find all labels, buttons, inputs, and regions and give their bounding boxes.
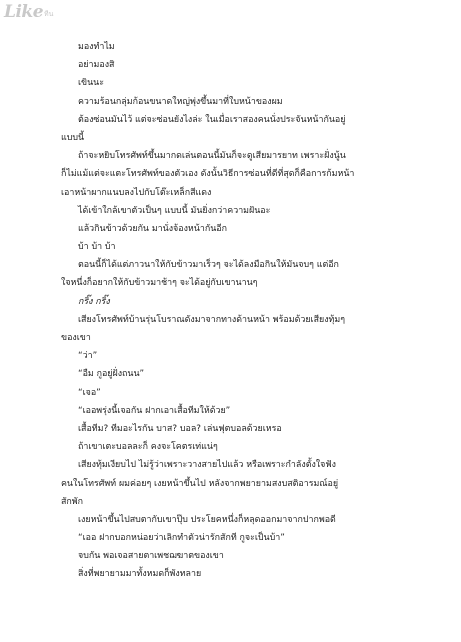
- text-line: ถ้าจะหยิบโทรศัพท์ขึ้นมากดเล่นตอนนี้มันก็จะดูเสียมารยาท เพราะฝั่งนู้น: [78, 151, 346, 162]
- text-line: เสียงโทรศัพท์บ้านรุ่นโบราณดังมาจากทางด้านหน้า พร้อมด้วยเสียงทุ้มๆ: [78, 314, 345, 325]
- text-line: เขินนะ: [78, 78, 105, 89]
- text-line: ก็ไม่แม้แต่จะแตะโทรศัพท์ของตัวเอง ดังนั้นวิธีการซ่อนที่ดีที่สุดก็คือการก้มหน้า: [61, 169, 355, 180]
- dialogue-line: “อืม กูอยู่ฝั่งถนน”: [78, 369, 145, 380]
- text-line: คนในโทรศัพท์ ผมค่อยๆ เงยหน้าขึ้นไป หลังจากพยายามสงบสติอารมณ์อยู่: [61, 478, 339, 489]
- text-line: สักพัก: [61, 496, 84, 507]
- text-line: ต้องซ่อนมันไว้ แต่จะซ่อนยังไงล่ะ ในเมื่อเราสองคนนั่งประจันหน้ากันอยู่: [78, 114, 346, 125]
- text-line: เอาหน้าผากแนบลงไปกับโต๊ะเหล็กสีแดง: [61, 187, 212, 198]
- dialogue-line: “ว่า”: [78, 351, 98, 362]
- text-line: ถ้าเขาเตะบอลละก็ คงจะโคตรเท่แน่ๆ: [78, 442, 218, 453]
- dialogue-line: “เจอ”: [78, 387, 101, 398]
- story-page: [61, 38, 441, 584]
- text-line: ตอนนี้ก็ได้แต่ภาวนาให้กับข้าวมาเร็วๆ จะได้ลงมือกินให้มันจบๆ แต่อีก: [78, 260, 339, 271]
- text-line: สิ่งที่พยายามมาทั้งหมดก็พังทลาย: [78, 569, 202, 580]
- watermark-sub-text: ทีน: [44, 10, 54, 18]
- text-line: มองทำไม: [78, 42, 115, 52]
- text-line: แบบนี้: [61, 132, 85, 143]
- text-line: จบกัน พอเจอสายตาเพชฌฆาตของเขา: [78, 551, 224, 562]
- text-line: อย่ามองสิ: [78, 60, 115, 71]
- text-line: บ้า บ้า บ้า: [78, 242, 116, 253]
- text-line: ใจหนึ่งก็อยากให้กับข้าวมาช้าๆ จะได้อยู่กับเขานานๆ: [61, 278, 258, 289]
- sound-effect-line: กริ๊ง กริ๊ง: [78, 296, 110, 307]
- text-line: เงยหน้าขึ้นไปสบตากับเขาปุ๊บ ประโยคหนึ่งก็หลุดออกมาจากปากพอดี: [78, 514, 336, 525]
- watermark-main-text: Like: [4, 2, 44, 22]
- dialogue-line: “เออพรุ่งนี้เจอกัน ฝากเอาเสื้อทีมให้ด้วย”: [78, 405, 231, 416]
- site-watermark-logo: [4, 2, 53, 22]
- text-line: ความร้อนกลุ่มก้อนขนาดใหญ่พุ่งขึ้นมาที่ใบหน้าของผม: [78, 96, 283, 107]
- dialogue-line: “เออ ฝากบอกหน่อยว่าเลิกทำตัวน่ารักสักที กูจะเป็นบ้า”: [78, 533, 285, 544]
- text-line: เสียงทุ้มเงียบไป ไม่รู้ว่าเพราะวางสายไปแล้ว หรือเพราะกำลังตั้งใจฟัง: [78, 460, 336, 471]
- text-line: ของเขา: [61, 333, 91, 343]
- text-line: แล้วกินข้าวด้วยกัน มานั่งจ้องหน้ากันอีก: [78, 223, 227, 234]
- text-line: เสื้อทีม? ทีมอะไรกัน บาส? บอล? เล่นฟุตบอลด้วยเหรอ: [78, 423, 282, 434]
- text-line: ได้เข้าใกล้เขาตัวเป็นๆ แบบนี้ มันยิ่งกว่าความฝันอะ: [78, 205, 271, 216]
